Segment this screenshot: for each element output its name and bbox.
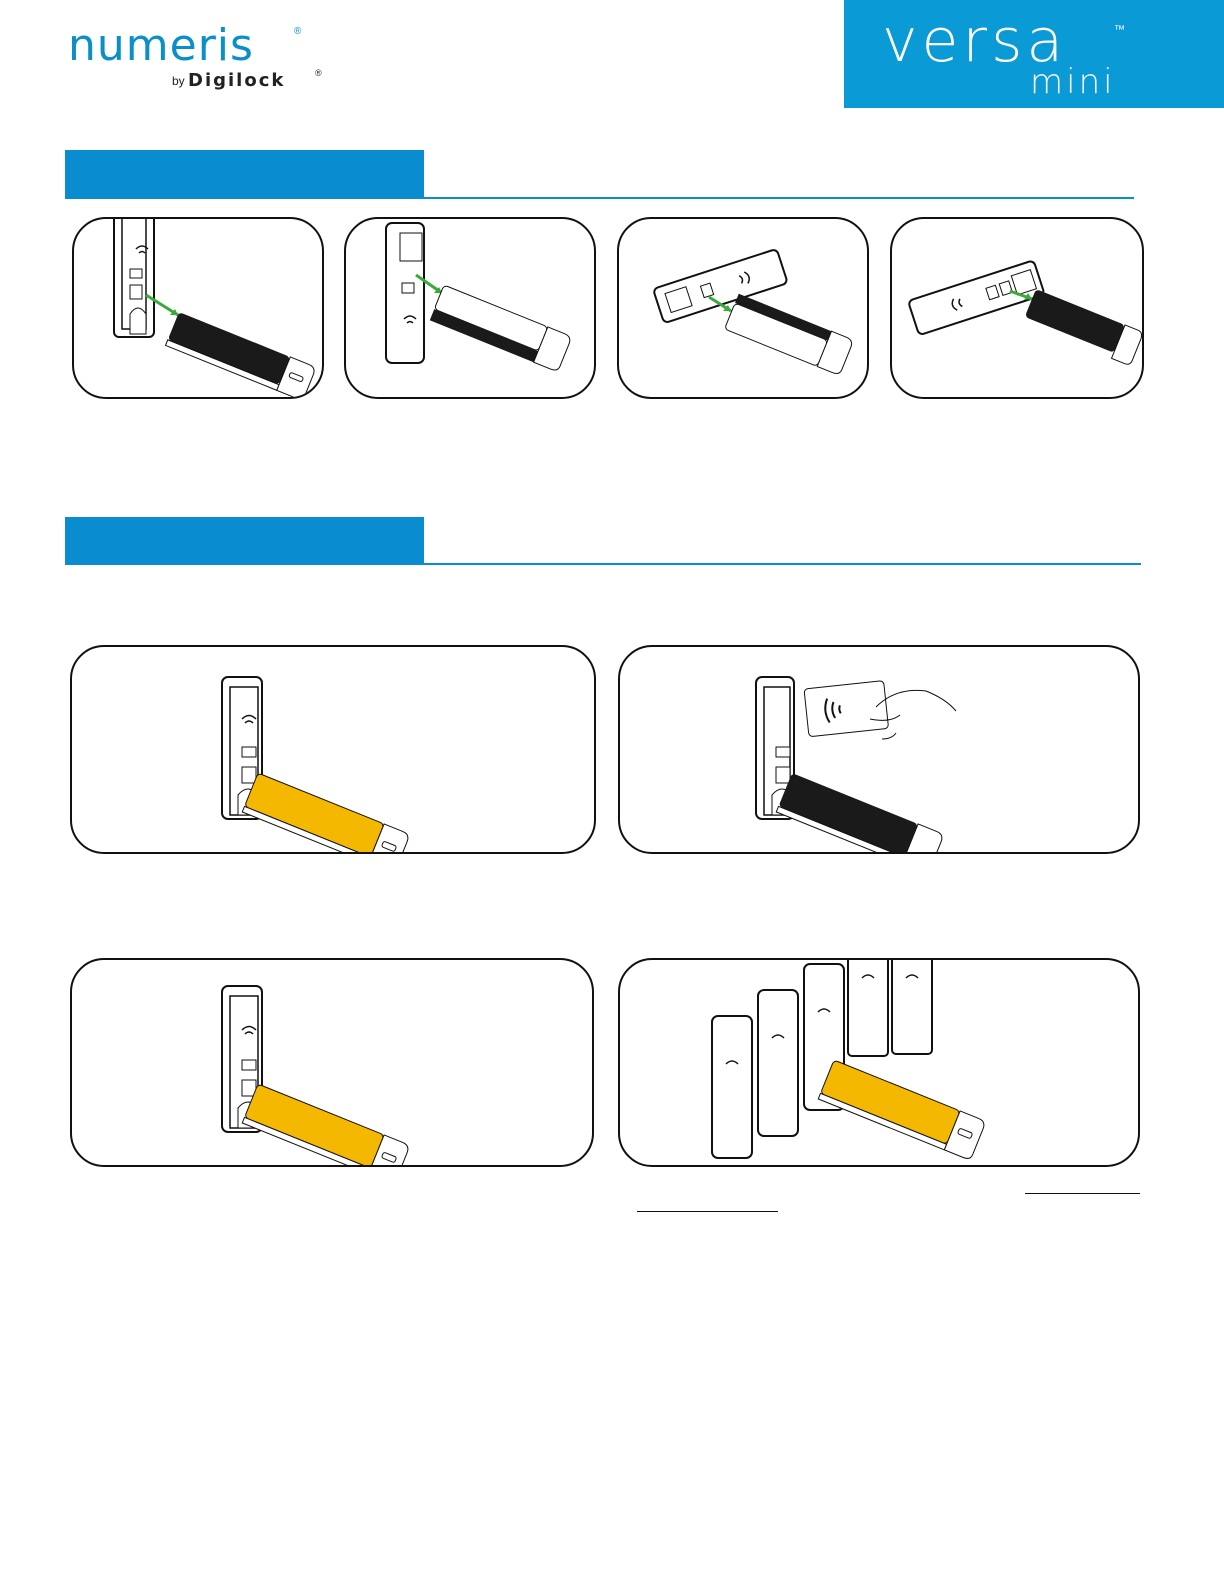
illustration xyxy=(74,219,324,399)
brand-name: numeris xyxy=(68,20,254,71)
product-name: versa xyxy=(882,6,1068,76)
link-underline[interactable] xyxy=(1025,1193,1140,1194)
section-2-rule xyxy=(65,563,1141,565)
illustration xyxy=(619,219,869,399)
panel-key-insert-vertical-right xyxy=(344,217,596,399)
registered-mark: ® xyxy=(294,26,302,37)
access-card xyxy=(804,681,889,737)
black-key xyxy=(1023,289,1144,366)
black-key xyxy=(776,773,944,854)
panel-key-insert-horizontal-left xyxy=(617,217,869,399)
link-underline[interactable] xyxy=(637,1211,778,1212)
section-1-rule xyxy=(65,197,1134,199)
product-variant: mini xyxy=(1030,62,1116,102)
brand-by: by xyxy=(172,74,185,88)
illustration xyxy=(346,219,596,399)
illustration xyxy=(892,219,1144,399)
panel-key-insert-vertical-left xyxy=(72,217,324,399)
illustration xyxy=(620,960,1140,1167)
illustration xyxy=(620,647,1140,854)
white-key xyxy=(725,294,854,376)
product-logo xyxy=(844,0,1224,108)
yellow-key xyxy=(242,773,410,854)
panel-yellow-key-in-lock xyxy=(70,958,594,1167)
yellow-key xyxy=(818,1060,986,1160)
section-1-header xyxy=(65,150,424,198)
illustration xyxy=(72,647,596,854)
numeris-logo xyxy=(68,20,328,94)
illustration xyxy=(72,960,594,1167)
panel-card-tap-with-black-key xyxy=(618,645,1140,854)
section-2-header xyxy=(65,517,424,565)
registered-mark: ® xyxy=(315,68,322,78)
black-key xyxy=(166,312,317,399)
panel-key-insert-horizontal-right xyxy=(890,217,1144,399)
brand-company: Digilock xyxy=(188,70,286,91)
yellow-key xyxy=(242,1084,410,1167)
white-key xyxy=(430,285,572,372)
trademark: ™ xyxy=(1114,24,1125,36)
panel-yellow-key-in-lock xyxy=(70,645,596,854)
panel-yellow-key-across-lock-bank xyxy=(618,958,1140,1167)
